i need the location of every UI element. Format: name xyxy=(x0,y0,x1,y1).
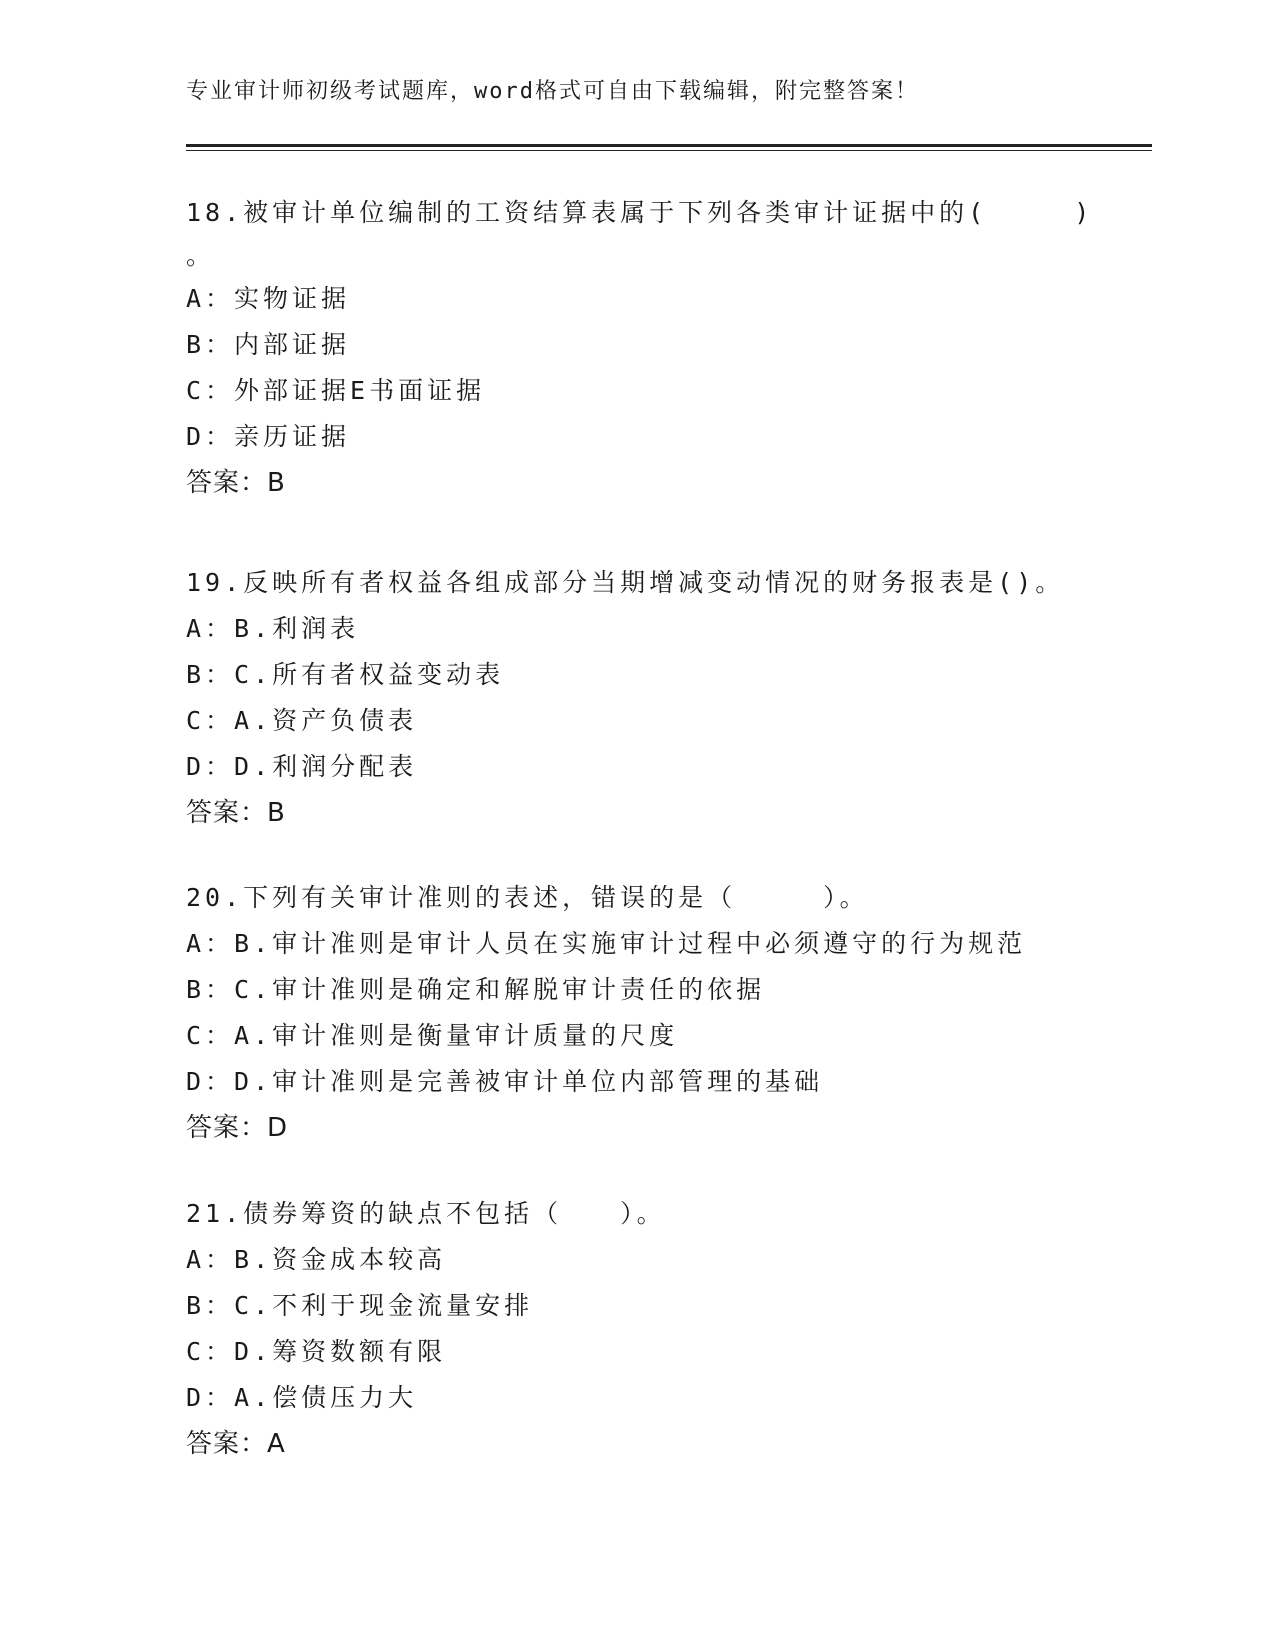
option-a: A：B.利润表 xyxy=(186,614,360,643)
option-c: C：D.筹资数额有限 xyxy=(186,1337,447,1366)
question-18 xyxy=(186,190,1152,506)
option-d: D：D.利润分配表 xyxy=(186,752,418,781)
option-c: C：A.审计准则是衡量审计质量的尺度 xyxy=(186,1021,679,1050)
answer: 答案：D xyxy=(186,1113,289,1143)
question-stem-continuation: 。 xyxy=(186,241,212,270)
question-stem: 21.债券筹资的缺点不包括（ ）。 xyxy=(186,1199,666,1228)
option-b: B：C.所有者权益变动表 xyxy=(186,660,505,689)
answer: 答案：B xyxy=(186,798,286,828)
question-stem: 19.反映所有者权益各组成部分当期增减变动情况的财务报表是()。 xyxy=(186,568,1065,597)
option-d: D：D.审计准则是完善被审计单位内部管理的基础 xyxy=(186,1067,824,1096)
header-divider-thick xyxy=(186,144,1152,147)
option-c: C：外部证据E书面证据 xyxy=(186,376,486,405)
option-d: D：A.偿债压力大 xyxy=(186,1383,418,1412)
option-c: C：A.资产负债表 xyxy=(186,706,418,735)
question-21 xyxy=(186,1191,1152,1467)
answer: 答案：B xyxy=(186,468,286,498)
option-d: D：亲历证据 xyxy=(186,422,351,451)
option-a: A：实物证据 xyxy=(186,284,351,313)
header-divider-thin xyxy=(186,150,1152,151)
option-b: B：C.审计准则是确定和解脱审计责任的依据 xyxy=(186,975,766,1004)
question-19 xyxy=(186,560,1152,836)
header-text: 专业审计师初级考试题库，word格式可自由下载编辑，附完整答案！ xyxy=(186,79,919,104)
question-20 xyxy=(186,875,1152,1151)
question-stem: 18.被审计单位编制的工资结算表属于下列各类审计证据中的( ) xyxy=(186,198,1094,227)
question-stem: 20.下列有关审计准则的表述，错误的是（ ）。 xyxy=(186,883,869,912)
option-a: A：B.资金成本较高 xyxy=(186,1245,447,1274)
option-b: B：内部证据 xyxy=(186,330,351,359)
option-a: A：B.审计准则是审计人员在实施审计过程中必须遵守的行为规范 xyxy=(186,929,1027,958)
option-b: B：C.不利于现金流量安排 xyxy=(186,1291,534,1320)
answer: 答案：A xyxy=(186,1429,286,1459)
